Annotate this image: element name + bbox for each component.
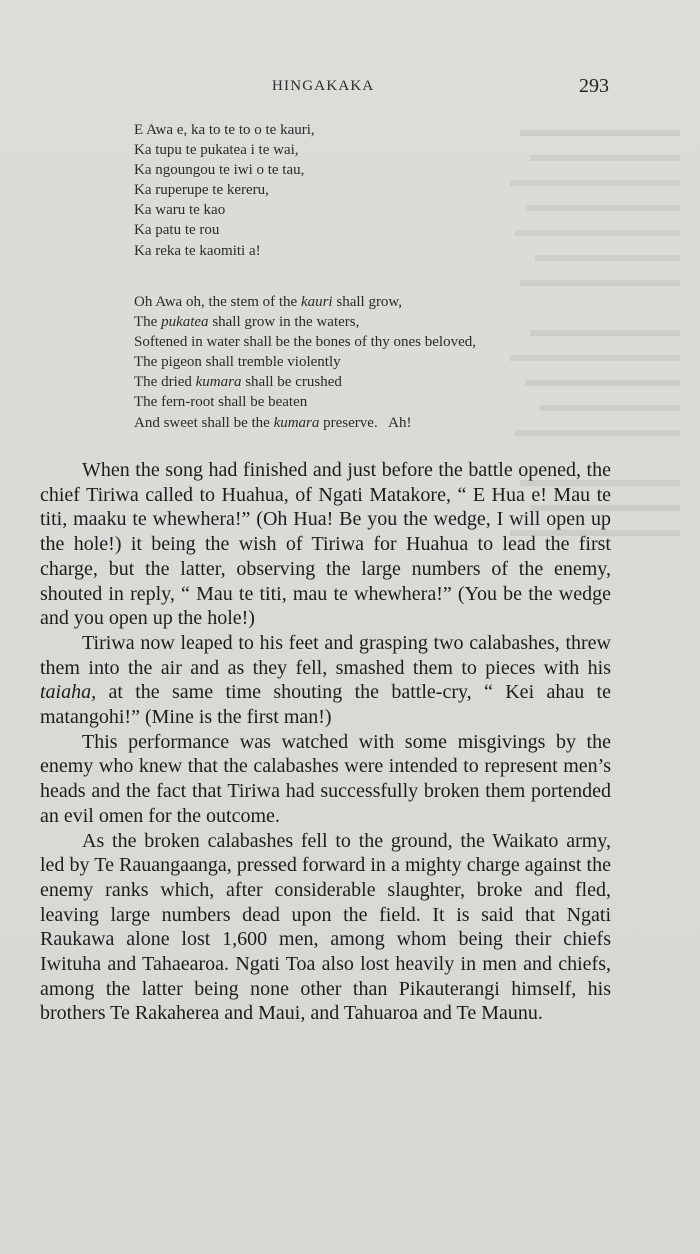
verse-text: Oh Awa oh, the stem of the <box>134 294 301 310</box>
verse-line: Ka patu te rou <box>134 222 220 239</box>
verse-line: Ka ruperupe te kereru, <box>134 182 269 199</box>
verse-text: shall grow in the waters, <box>208 314 360 331</box>
verse-text: shall grow, <box>332 294 403 310</box>
verse-italic: kumara <box>273 414 320 431</box>
verse-line: Ka reka te kaomiti a! <box>134 242 261 259</box>
maori-verse <box>134 120 634 261</box>
verse-text: The pigeon shall tremble violently <box>134 354 341 371</box>
paragraph-text: at the same time shouting the battle-cry, “ Kei ahau te matangohi!” (Mine is the first man!) <box>40 681 611 729</box>
body-text <box>40 458 611 1026</box>
verse-line: Ka ngoungou te iwi o te tau, <box>134 162 305 179</box>
paragraph <box>40 458 611 631</box>
verse-text: preserve. Ah! <box>319 414 412 431</box>
paragraph-text: When the song had finished and just before the battle opened, the chief Tiriwa called to Huahua, of Ngati Matakore, “ E Hua e! Mau te titi, maaku te whewhera!” (Oh Hua! Be you the wedge, I will open up the hole!) it being the wish of Tiriwa for Huahua to lead the first charge, but the latter, observing the large numbers of the enemy, shouted in reply, “ Mau te titi, mau te whewhera!” (You be the wedge and you open up the hole!) <box>40 459 611 630</box>
verse-line <box>134 392 634 412</box>
verse-line <box>134 413 634 433</box>
running-title: HINGAKAKA <box>272 78 375 94</box>
page-number: 293 <box>579 75 609 97</box>
verse-italic: kauri <box>300 294 333 310</box>
paragraph-text: Tiriwa now leaped to his feet and grasping two calabashes, threw them into the air and as they fell, smashed them to pieces with his <box>40 631 611 679</box>
verse-text: The <box>134 314 162 331</box>
verse-line <box>134 352 634 372</box>
verse-text: And sweet shall be the <box>134 414 274 431</box>
verse-line: Ka waru te kao <box>134 202 226 219</box>
verse-line <box>134 372 634 392</box>
paragraph-text: This performance was watched with some misgivings by the enemy who knew that the calabashes were intended to represent men’s heads and the fact that Tiriwa had successfully broken them portended an evil omen for the outcome. <box>40 730 611 827</box>
verse-line: E Awa e, ka to te to o te kauri, <box>134 122 315 138</box>
english-verse <box>134 292 634 433</box>
running-head <box>0 75 700 100</box>
verse-line <box>134 332 634 352</box>
paragraph <box>40 631 611 730</box>
verse-italic: pukatea <box>161 314 209 331</box>
verse-text: Softened in water shall be the bones of thy ones beloved, <box>134 334 476 351</box>
verse-line: Ka tupu te pukatea i te wai, <box>134 142 299 159</box>
verse-line <box>134 312 634 332</box>
paragraph-text: As the broken calabashes fell to the ground, the Waikato army, led by Te Rauangaanga, pressed forward in a mighty charge against the enemy ranks which, after considerable slaughter, broke and fled, leaving large numbers dead upon the field. It is said that Ngati Raukawa alone lost 1,600 men, among whom being their chiefs Iwituha and Tahaearoa. Ngati Toa also lost heavily in men and chiefs, among the latter being none other than Pikauterangi himself, his brothers Te Rakaherea and Maui, and Tahuaroa and Te Maunu. <box>40 829 611 1025</box>
paragraph <box>40 730 611 829</box>
verse-line <box>134 292 634 312</box>
paragraph-italic: taiaha, <box>40 681 97 704</box>
paragraph <box>40 829 611 1027</box>
verse-text: The fern-root shall be beaten <box>134 394 308 411</box>
verse-text: The dried <box>134 374 196 391</box>
verse-text: shall be crushed <box>241 374 342 391</box>
verse-italic: kumara <box>195 374 242 391</box>
